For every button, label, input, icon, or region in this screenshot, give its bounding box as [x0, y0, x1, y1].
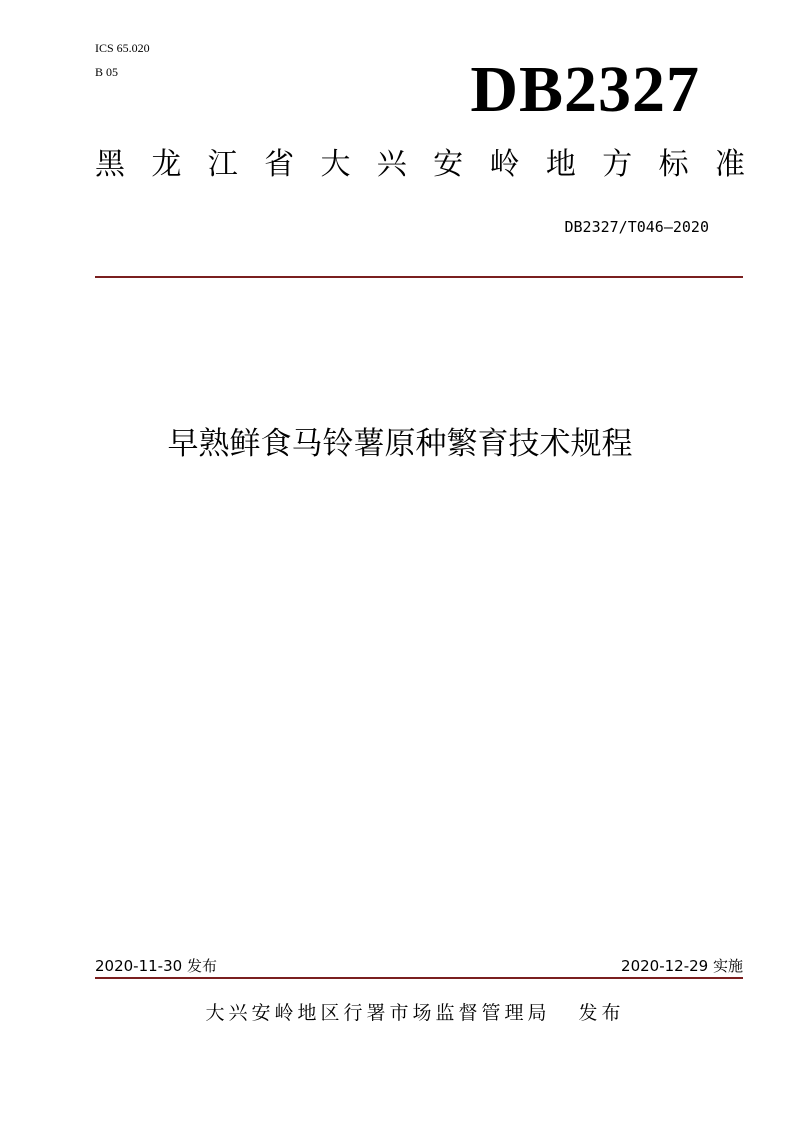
document-title: 早熟鲜食马铃薯原种繁育技术规程 — [167, 426, 633, 462]
standard-type-char: 大 — [320, 147, 351, 182]
standard-number: DB2327/T046—2020 — [564, 218, 709, 236]
standard-code-logo: DB2327 — [470, 53, 700, 126]
standard-type-char: 岭 — [489, 147, 520, 182]
ics-code: ICS 65.020 — [95, 41, 150, 55]
issuer-name: 大兴安岭地区行署市场监督管理局 — [205, 1002, 551, 1024]
standard-type-char: 江 — [207, 147, 238, 182]
standard-type-char: 省 — [264, 147, 295, 182]
top-divider — [95, 276, 743, 278]
standard-type-char: 黑 — [95, 147, 125, 182]
standard-type-char: 准 — [714, 147, 745, 182]
standard-type-char: 地 — [545, 147, 576, 182]
standard-type-heading — [95, 145, 745, 185]
standard-type-char: 龙 — [151, 147, 182, 182]
ccs-code: B 05 — [95, 65, 119, 79]
issuer-action: 发布 — [578, 1002, 625, 1024]
bottom-divider — [95, 977, 743, 979]
standard-type-char: 兴 — [376, 147, 407, 182]
issuer-line — [0, 1000, 800, 1026]
implement-date: 2020-12-29 实施 — [621, 957, 743, 975]
standard-type-char: 安 — [433, 147, 464, 182]
publish-date: 2020-11-30 发布 — [95, 957, 217, 975]
standard-type-char: 标 — [658, 147, 689, 182]
standard-type-char: 方 — [602, 147, 633, 182]
